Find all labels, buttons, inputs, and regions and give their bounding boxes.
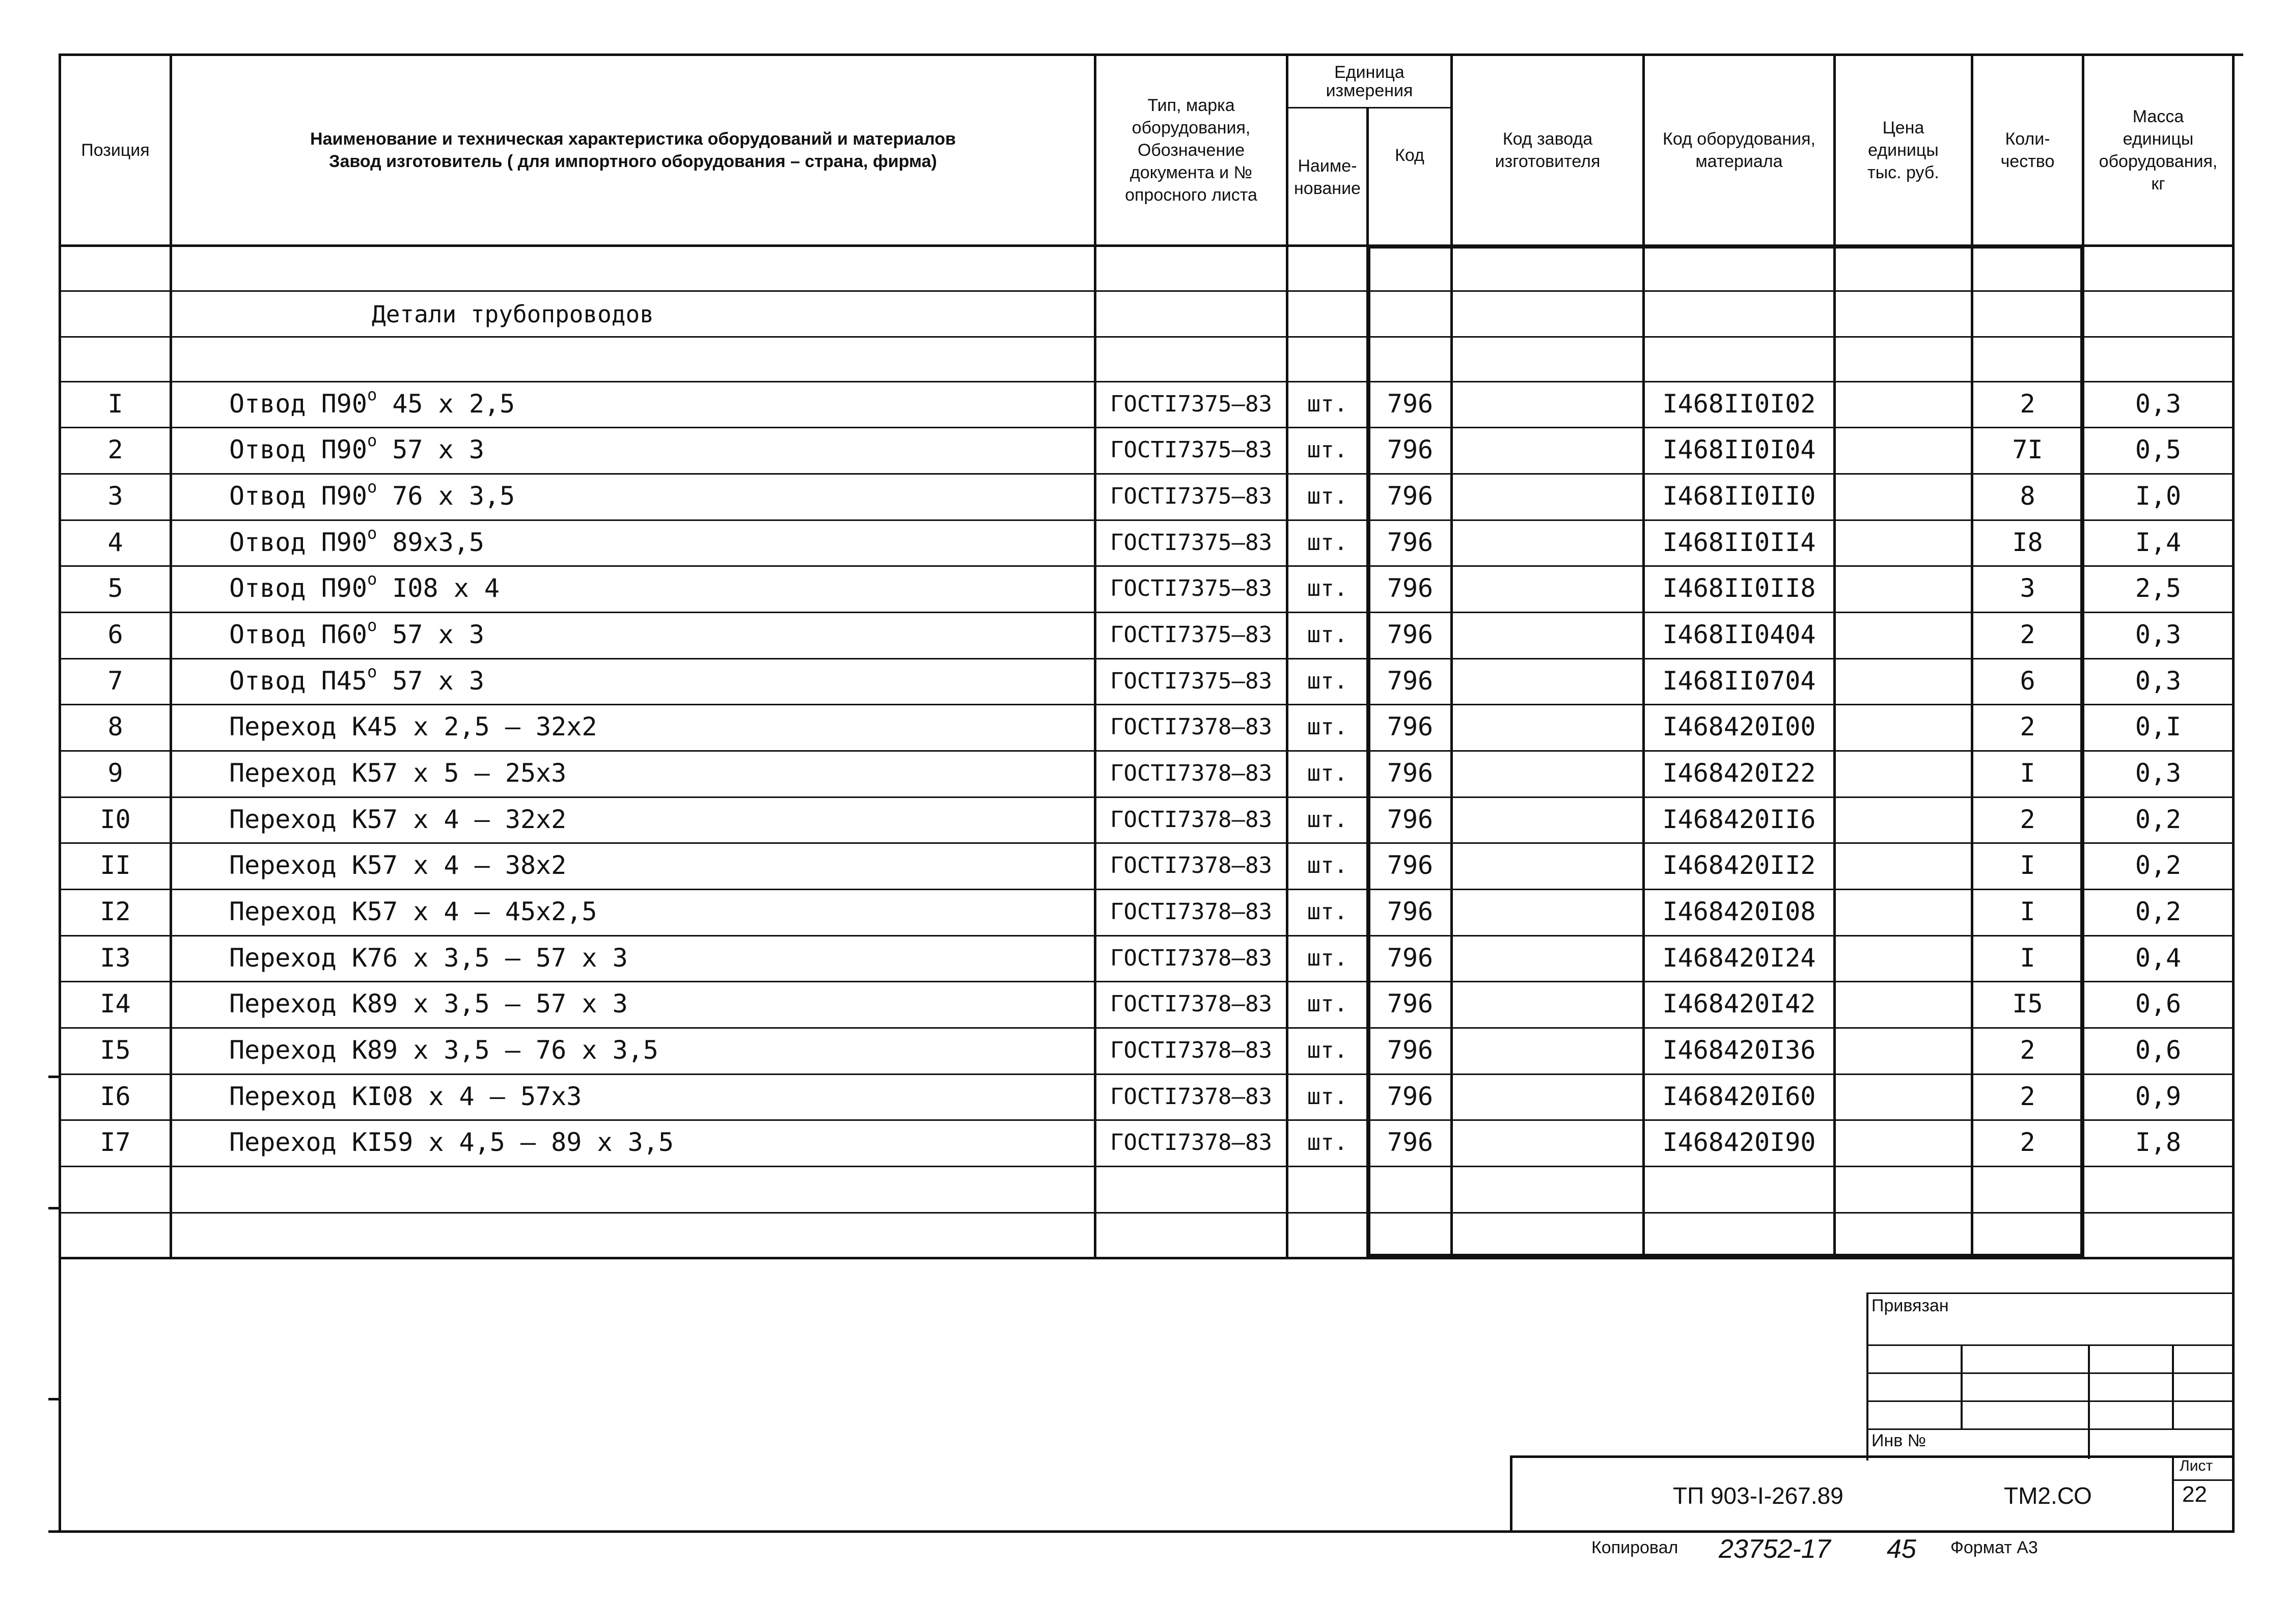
cell-doc: ГОСТI7378–83 bbox=[1110, 1083, 1272, 1110]
cell-mass: 0,2 bbox=[2135, 805, 2182, 834]
header-qty: Коли- чество bbox=[2000, 129, 2055, 171]
degree-mark: о bbox=[367, 662, 377, 681]
item-dimensions: I08 х 4 bbox=[377, 573, 500, 603]
cell-pos: 6 bbox=[107, 620, 123, 649]
cell-unit: шт. bbox=[1307, 713, 1348, 740]
cell-equip: I468II0I04 bbox=[1662, 435, 1816, 464]
cell-name bbox=[229, 1075, 1090, 1118]
cell-name bbox=[229, 843, 1090, 887]
cell-equip: I468II0II4 bbox=[1662, 528, 1816, 557]
cell-code: 796 bbox=[1387, 435, 1434, 464]
header-plant-code: Код завода изготовителя bbox=[1495, 129, 1601, 171]
cell-name bbox=[229, 751, 1090, 795]
stamp-sheet-label: Лист bbox=[2180, 1457, 2213, 1474]
cell-name bbox=[229, 797, 1090, 841]
header-unit-code: Код bbox=[1395, 146, 1424, 165]
cell-code: 796 bbox=[1387, 712, 1434, 741]
cell-doc: ГОСТI7375–83 bbox=[1110, 391, 1272, 417]
stamp-linked-label: Привязан bbox=[1871, 1296, 1949, 1315]
margin-tick bbox=[48, 1076, 61, 1078]
stamp-line bbox=[1866, 1428, 2233, 1430]
cell-unit: шт. bbox=[1307, 575, 1348, 601]
cell-unit: шт. bbox=[1307, 1083, 1348, 1110]
cell-unit: шт. bbox=[1307, 852, 1348, 878]
margin-tick bbox=[48, 1398, 61, 1400]
cell-unit: шт. bbox=[1307, 898, 1348, 925]
cell-code: 796 bbox=[1387, 1035, 1434, 1065]
stamp-line bbox=[1866, 1400, 2233, 1402]
item-dimensions: 57 х 3 bbox=[377, 620, 484, 649]
cell-equip: I468420I22 bbox=[1662, 758, 1816, 788]
cell-equip: I468420I60 bbox=[1662, 1082, 1816, 1111]
cell-mass: I,0 bbox=[2135, 481, 2182, 511]
cell-mass: 0,3 bbox=[2135, 389, 2182, 419]
margin-tick bbox=[48, 1207, 61, 1209]
cell-code: 796 bbox=[1387, 389, 1434, 419]
stamp-line bbox=[1510, 1455, 1512, 1532]
cell-name bbox=[229, 982, 1090, 1026]
cell-doc: ГОСТI7378–83 bbox=[1110, 806, 1272, 833]
header-type: Тип, марка оборудования, Обозначение документа и № опросного листа bbox=[1125, 96, 1257, 205]
row-line bbox=[59, 1257, 2233, 1259]
item-name: Отвод П90 bbox=[229, 435, 367, 464]
row-line bbox=[59, 1212, 2233, 1214]
stamp-sheet-number: 22 bbox=[2182, 1482, 2207, 1507]
row-line bbox=[59, 336, 2233, 338]
stamp-line bbox=[1866, 1372, 2233, 1374]
cell-doc: ГОСТI7375–83 bbox=[1110, 668, 1272, 694]
cell-qty: I bbox=[2020, 943, 2035, 973]
degree-mark: о bbox=[367, 524, 377, 543]
cell-mass: 0,6 bbox=[2135, 989, 2182, 1019]
cell-unit: шт. bbox=[1307, 483, 1348, 509]
cell-code: 796 bbox=[1387, 1082, 1434, 1111]
cell-pos: I2 bbox=[100, 897, 131, 926]
cell-mass: 0,2 bbox=[2135, 897, 2182, 926]
stamp-doc-mark: ТМ2.СО bbox=[2004, 1482, 2092, 1509]
cell-name bbox=[229, 659, 1090, 703]
item-name: Переход К57 х 4 – 32х2 bbox=[229, 805, 567, 834]
cell-unit: шт. bbox=[1307, 436, 1348, 463]
item-dimensions: 45 х 2,5 bbox=[377, 389, 515, 419]
cell-name bbox=[229, 382, 1090, 426]
header-mass: Масса единицы оборудования, кг bbox=[2099, 107, 2218, 194]
item-name: Переход КI59 х 4,5 – 89 х 3,5 bbox=[229, 1127, 674, 1157]
cell-unit: шт. bbox=[1307, 1037, 1348, 1063]
frame-right bbox=[2232, 53, 2235, 1533]
cell-doc: ГОСТI7378–83 bbox=[1110, 898, 1272, 925]
cell-qty: I5 bbox=[2012, 989, 2043, 1019]
cell-unit: шт. bbox=[1307, 1129, 1348, 1155]
stamp-line bbox=[2172, 1479, 2233, 1481]
cell-code: 796 bbox=[1387, 897, 1434, 926]
cell-qty: 2 bbox=[2020, 1035, 2035, 1065]
footer-format: Формат А3 bbox=[1950, 1538, 2038, 1557]
cell-mass: 0,6 bbox=[2135, 1035, 2182, 1065]
footer-copied-label: Копировал bbox=[1591, 1538, 1678, 1557]
degree-mark: о bbox=[367, 431, 377, 450]
cell-pos: 7 bbox=[107, 666, 123, 696]
cell-unit: шт. bbox=[1307, 529, 1348, 556]
cell-name bbox=[229, 566, 1090, 610]
cell-pos: 2 bbox=[107, 435, 123, 464]
cell-name bbox=[229, 936, 1090, 980]
stamp-line bbox=[1866, 1344, 2233, 1346]
item-name: Переход К89 х 3,5 – 57 х 3 bbox=[229, 989, 628, 1019]
cell-doc: ГОСТI7378–83 bbox=[1110, 760, 1272, 786]
item-name: Переход К57 х 4 – 45х2,5 bbox=[229, 897, 597, 926]
cell-mass: 0,3 bbox=[2135, 758, 2182, 788]
cell-doc: ГОСТI7375–83 bbox=[1110, 483, 1272, 509]
cell-mass: 0,3 bbox=[2135, 666, 2182, 696]
cell-qty: 6 bbox=[2020, 666, 2035, 696]
cell-equip: I468420I90 bbox=[1662, 1127, 1816, 1157]
cell-qty: I bbox=[2020, 897, 2035, 926]
cell-pos: I4 bbox=[100, 989, 131, 1019]
cell-mass: 2,5 bbox=[2135, 573, 2182, 603]
footer-number: 23752-17 bbox=[1719, 1534, 1831, 1564]
stamp-inv-label: Инв № bbox=[1871, 1431, 1926, 1450]
section-title: Детали трубопроводов bbox=[372, 300, 654, 328]
cell-code: 796 bbox=[1387, 620, 1434, 649]
degree-mark: о bbox=[367, 385, 377, 404]
cell-doc: ГОСТI7375–83 bbox=[1110, 436, 1272, 463]
header-name: Наименование и техническая характеристика оборудований и материалов Завод изготовитель ( для импортного оборудования – страна, фирма) bbox=[310, 129, 956, 171]
cell-qty: 2 bbox=[2020, 805, 2035, 834]
item-name: Отвод П60 bbox=[229, 620, 367, 649]
cell-mass: 0,4 bbox=[2135, 943, 2182, 973]
item-name: Переход К89 х 3,5 – 76 х 3,5 bbox=[229, 1035, 658, 1065]
cell-pos: I3 bbox=[100, 943, 131, 973]
cell-unit: шт. bbox=[1307, 806, 1348, 833]
cell-pos: I bbox=[107, 389, 123, 419]
stamp-line bbox=[2172, 1455, 2174, 1532]
cell-name bbox=[229, 428, 1090, 472]
cell-mass: I,4 bbox=[2135, 528, 2182, 557]
cell-equip: I468420I42 bbox=[1662, 989, 1816, 1019]
frame-bottom bbox=[48, 1530, 2235, 1533]
cell-mass: 0,3 bbox=[2135, 620, 2182, 649]
degree-mark: о bbox=[367, 477, 377, 497]
cell-mass: 0,2 bbox=[2135, 850, 2182, 880]
item-name: Отвод П45 bbox=[229, 666, 367, 696]
cell-equip: I468420II6 bbox=[1662, 805, 1816, 834]
cell-code: 796 bbox=[1387, 989, 1434, 1019]
stamp-line bbox=[2088, 1344, 2090, 1459]
cell-qty: I bbox=[2020, 850, 2035, 880]
cell-pos: II bbox=[100, 850, 131, 880]
item-name: Отвод П90 bbox=[229, 573, 367, 603]
cell-doc: ГОСТI7378–83 bbox=[1110, 1037, 1272, 1063]
cell-qty: 2 bbox=[2020, 620, 2035, 649]
cell-doc: ГОСТI7375–83 bbox=[1110, 575, 1272, 601]
cell-code: 796 bbox=[1387, 481, 1434, 511]
cell-pos: I0 bbox=[100, 805, 131, 834]
cell-qty: 2 bbox=[2020, 389, 2035, 419]
cell-unit: шт. bbox=[1307, 990, 1348, 1017]
cell-unit: шт. bbox=[1307, 760, 1348, 786]
cell-qty: 2 bbox=[2020, 1082, 2035, 1111]
item-name: Переход К45 х 2,5 – 32х2 bbox=[229, 712, 597, 741]
cell-code: 796 bbox=[1387, 1127, 1434, 1157]
cell-qty: 2 bbox=[2020, 712, 2035, 741]
cell-pos: 9 bbox=[107, 758, 123, 788]
stamp-line bbox=[1961, 1344, 1963, 1428]
cell-mass: 0,9 bbox=[2135, 1082, 2182, 1111]
cell-pos: 3 bbox=[107, 481, 123, 511]
cell-code: 796 bbox=[1387, 528, 1434, 557]
cell-name bbox=[229, 520, 1090, 564]
cell-doc: ГОСТI7378–83 bbox=[1110, 990, 1272, 1017]
cell-qty: I bbox=[2020, 758, 2035, 788]
cell-code: 796 bbox=[1387, 666, 1434, 696]
stamp-doc-number: ТП 903-I-267.89 bbox=[1673, 1482, 1843, 1509]
cell-equip: I468420I24 bbox=[1662, 943, 1816, 973]
cell-qty: I8 bbox=[2012, 528, 2043, 557]
item-name: Отвод П90 bbox=[229, 481, 367, 511]
cell-name bbox=[229, 1028, 1090, 1072]
cell-mass: 0,5 bbox=[2135, 435, 2182, 464]
cell-unit: шт. bbox=[1307, 668, 1348, 694]
item-dimensions: 76 х 3,5 bbox=[377, 481, 515, 511]
cell-name bbox=[229, 613, 1090, 656]
cell-code: 796 bbox=[1387, 805, 1434, 834]
cell-code: 796 bbox=[1387, 943, 1434, 973]
header-unit-group: Единица измерения bbox=[1326, 63, 1413, 100]
cell-pos: I7 bbox=[100, 1127, 131, 1157]
stamp-line bbox=[1866, 1292, 1868, 1461]
cell-doc: ГОСТI7375–83 bbox=[1110, 529, 1272, 556]
cell-name bbox=[229, 705, 1090, 749]
cell-equip: I468420II2 bbox=[1662, 850, 1816, 880]
cell-name bbox=[229, 1120, 1090, 1164]
cell-unit: шт. bbox=[1307, 621, 1348, 648]
cell-equip: I468II0404 bbox=[1662, 620, 1816, 649]
cell-doc: ГОСТI7378–83 bbox=[1110, 1129, 1272, 1155]
item-name: Отвод П90 bbox=[229, 528, 367, 557]
cell-pos: 8 bbox=[107, 712, 123, 741]
cell-code: 796 bbox=[1387, 758, 1434, 788]
cell-equip: I468420I00 bbox=[1662, 712, 1816, 741]
header-price: Цена единицы тыс. руб. bbox=[1867, 118, 1939, 182]
header-equip-code: Код оборудования, материала bbox=[1663, 129, 1815, 171]
cell-pos: I6 bbox=[100, 1082, 131, 1111]
item-dimensions: 57 х 3 bbox=[377, 666, 484, 696]
cell-equip: I468II0II0 bbox=[1662, 481, 1816, 511]
cell-mass: 0,I bbox=[2135, 712, 2182, 741]
stamp-line bbox=[2172, 1344, 2174, 1428]
cell-equip: I468II0II8 bbox=[1662, 573, 1816, 603]
cell-mass: I,8 bbox=[2135, 1127, 2182, 1157]
degree-mark: о bbox=[367, 616, 377, 635]
cell-name bbox=[229, 474, 1090, 518]
cell-pos: 4 bbox=[107, 528, 123, 557]
cell-qty: 8 bbox=[2020, 481, 2035, 511]
stamp-line bbox=[1866, 1292, 2233, 1294]
cell-unit: шт. bbox=[1307, 945, 1348, 971]
unit-group-line bbox=[1286, 107, 1451, 108]
header-unit-name: Наиме- нование bbox=[1294, 156, 1361, 198]
cell-doc: ГОСТI7378–83 bbox=[1110, 713, 1272, 740]
item-name: Переход К57 х 5 – 25х3 bbox=[229, 758, 567, 788]
cell-name bbox=[229, 890, 1090, 933]
degree-mark: о bbox=[367, 569, 377, 589]
cell-qty: 7I bbox=[2012, 435, 2043, 464]
footer-page: 45 bbox=[1887, 1534, 1916, 1564]
row-line bbox=[59, 1166, 2233, 1167]
cell-equip: I468II0I02 bbox=[1662, 389, 1816, 419]
item-dimensions: 89х3,5 bbox=[377, 528, 484, 557]
cell-code: 796 bbox=[1387, 573, 1434, 603]
item-dimensions: 57 х 3 bbox=[377, 435, 484, 464]
cell-qty: 3 bbox=[2020, 573, 2035, 603]
cell-pos: I5 bbox=[100, 1035, 131, 1065]
cell-doc: ГОСТI7375–83 bbox=[1110, 621, 1272, 648]
cell-equip: I468420I36 bbox=[1662, 1035, 1816, 1065]
cell-equip: I468II0704 bbox=[1662, 666, 1816, 696]
cell-unit: шт. bbox=[1307, 391, 1348, 417]
item-name: Переход КI08 х 4 – 57х3 bbox=[229, 1082, 582, 1111]
cell-doc: ГОСТI7378–83 bbox=[1110, 945, 1272, 971]
cell-code: 796 bbox=[1387, 850, 1434, 880]
cell-qty: 2 bbox=[2020, 1127, 2035, 1157]
cell-equip: I468420I08 bbox=[1662, 897, 1816, 926]
cell-pos: 5 bbox=[107, 573, 123, 603]
item-name: Отвод П90 bbox=[229, 389, 367, 419]
item-name: Переход К76 х 3,5 – 57 х 3 bbox=[229, 943, 628, 973]
stamp-line bbox=[1510, 1455, 2233, 1458]
cell-doc: ГОСТI7378–83 bbox=[1110, 852, 1272, 878]
header-position: Позиция bbox=[81, 141, 150, 160]
item-name: Переход К57 х 4 – 38х2 bbox=[229, 850, 567, 880]
